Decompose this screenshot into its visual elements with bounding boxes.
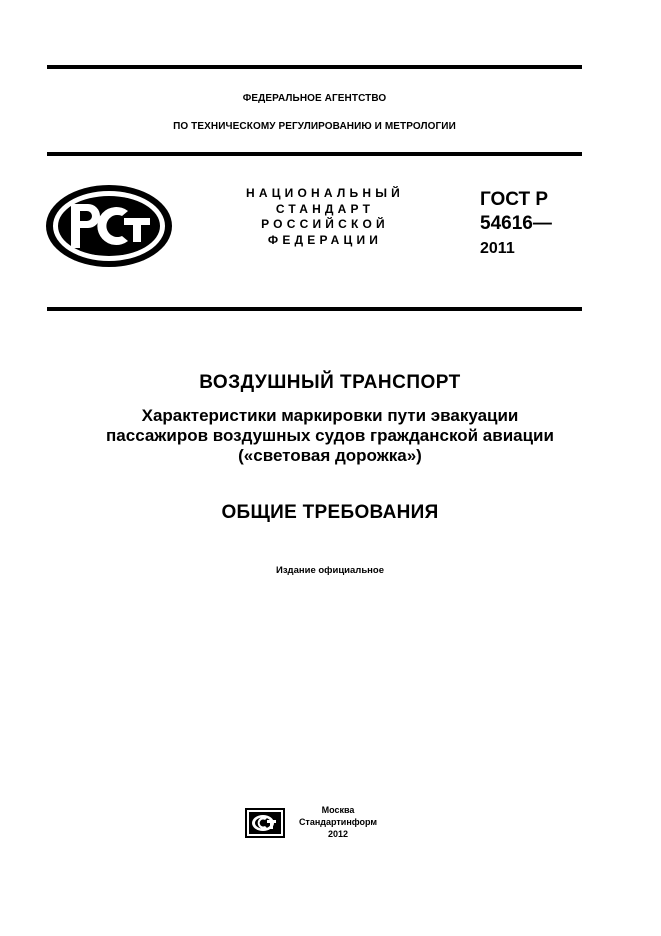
designation-line2: 54616— bbox=[480, 213, 552, 234]
publication-year: 2012 bbox=[327, 829, 349, 839]
publisher-city: Москва bbox=[321, 805, 355, 815]
publisher-name: Стандартинформ bbox=[298, 817, 378, 827]
designation-line1: ГОСТ Р bbox=[480, 189, 549, 210]
national-standard-label bbox=[220, 186, 430, 248]
national-standard-line2: СТАНДАРТ bbox=[275, 201, 375, 216]
national-standard-line3: РОССИЙСКОЙ bbox=[261, 217, 389, 231]
national-standard-line1: НАЦИОНАЛЬНЫЙ bbox=[245, 186, 405, 200]
subtitle-line3: («световая дорожка») bbox=[238, 446, 422, 465]
agency-name-line1: ФЕДЕРАЛЬНОЕ АГЕНТСТВО bbox=[242, 93, 387, 104]
agency-name-line2: ПО ТЕХНИЧЕСКОМУ РЕГУЛИРОВАНИЮ И МЕТРОЛОГИИ bbox=[173, 121, 456, 132]
publisher-info bbox=[291, 804, 385, 840]
standard-designation bbox=[480, 188, 552, 259]
header-rule bbox=[47, 152, 582, 156]
subtitle-line1: Характеристики маркировки пути эвакуации bbox=[141, 406, 519, 425]
top-rule bbox=[47, 65, 582, 69]
document-subtitle bbox=[20, 406, 640, 466]
middle-rule bbox=[47, 307, 582, 311]
rst-gost-emblem-icon bbox=[44, 183, 174, 269]
subtitle-line2: пассажиров воздушных судов гражданской авиации bbox=[106, 426, 554, 445]
standartinform-logo-icon bbox=[245, 808, 285, 838]
designation-year: 2011 bbox=[480, 240, 515, 257]
national-standard-line4: ФЕДЕРАЦИИ bbox=[267, 232, 383, 247]
general-requirements-heading: ОБЩИЕ ТРЕБОВАНИЯ bbox=[221, 502, 439, 523]
document-title: ВОЗДУШНЫЙ ТРАНСПОРТ bbox=[199, 372, 461, 393]
edition-label: Издание официальное bbox=[276, 565, 384, 576]
